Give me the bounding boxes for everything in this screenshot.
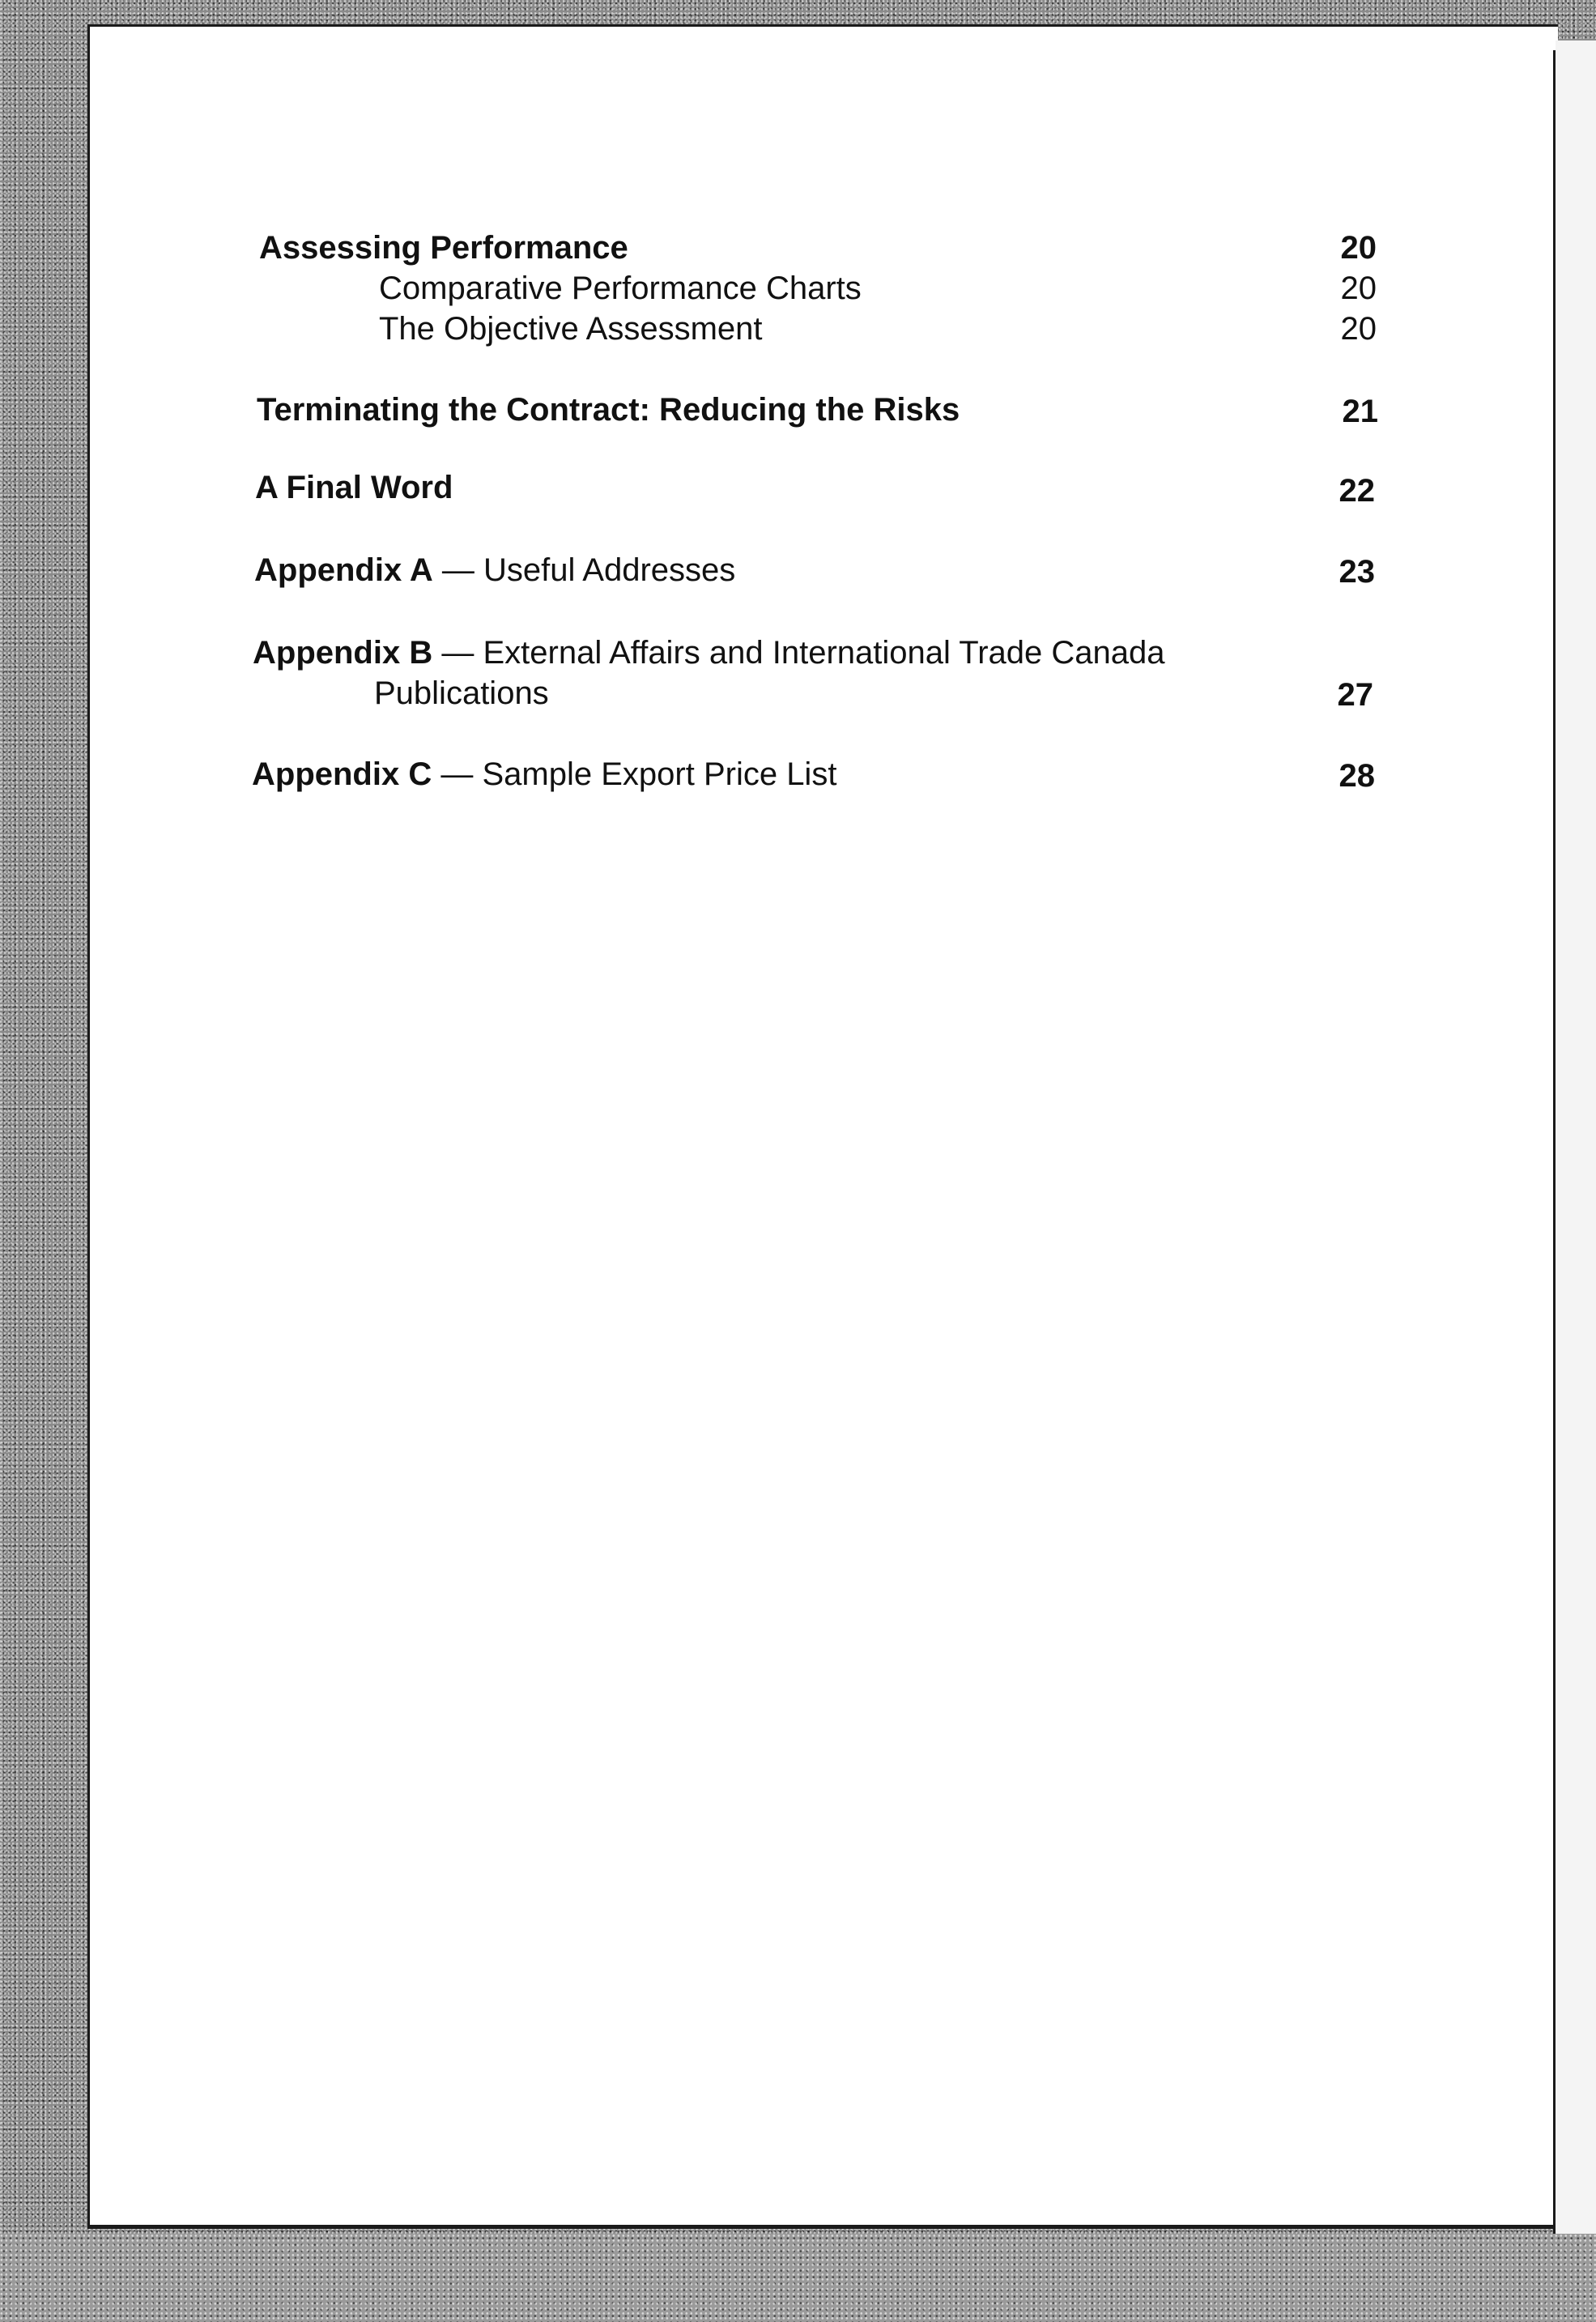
toc-page-assessing-performance: 20 <box>1340 230 1377 266</box>
toc-entry-assessing-performance: Assessing Performance <box>259 230 628 266</box>
toc-page-final-word: 22 <box>1339 473 1375 509</box>
toc-entry-final-word: A Final Word <box>255 470 453 505</box>
toc-page-appendix-a: 23 <box>1339 554 1375 590</box>
appendix-a-title: Useful Addresses <box>483 552 736 588</box>
appendix-b-label: Appendix B <box>253 635 433 671</box>
toc-page-comparative-performance-charts: 20 <box>1340 271 1377 306</box>
toc-entry-appendix-b <box>253 633 1165 672</box>
appendix-c-title: Sample Export Price List <box>482 756 837 792</box>
appendix-b-dash: — <box>441 635 475 671</box>
toc-entry-terminating-contract: Terminating the Contract: Reducing the Risks <box>257 392 960 428</box>
toc-page-objective-assessment: 20 <box>1340 311 1377 347</box>
appendix-b-title-line1: External Affairs and International Trade Canada <box>483 635 1165 671</box>
appendix-b-title-line2: Publications <box>374 675 549 711</box>
toc-page-appendix-c: 28 <box>1339 758 1375 794</box>
toc-subentry-objective-assessment: The Objective Assessment <box>379 311 763 347</box>
toc-entry-appendix-c <box>252 755 836 794</box>
toc-page-appendix-b: 27 <box>1337 677 1373 713</box>
appendix-a-label: Appendix A <box>254 552 433 588</box>
toc-entry-appendix-a <box>254 551 735 590</box>
appendix-a-dash: — <box>441 552 475 588</box>
document-page <box>87 24 1558 2229</box>
appendix-c-label: Appendix C <box>252 756 432 792</box>
toc-subentry-comparative-performance-charts: Comparative Performance Charts <box>379 271 862 306</box>
toc-page-terminating-contract: 21 <box>1342 394 1378 429</box>
page-fold-strip <box>1556 40 1596 2243</box>
scan-background-bottom <box>0 2234 1596 2322</box>
appendix-c-dash: — <box>440 756 474 792</box>
